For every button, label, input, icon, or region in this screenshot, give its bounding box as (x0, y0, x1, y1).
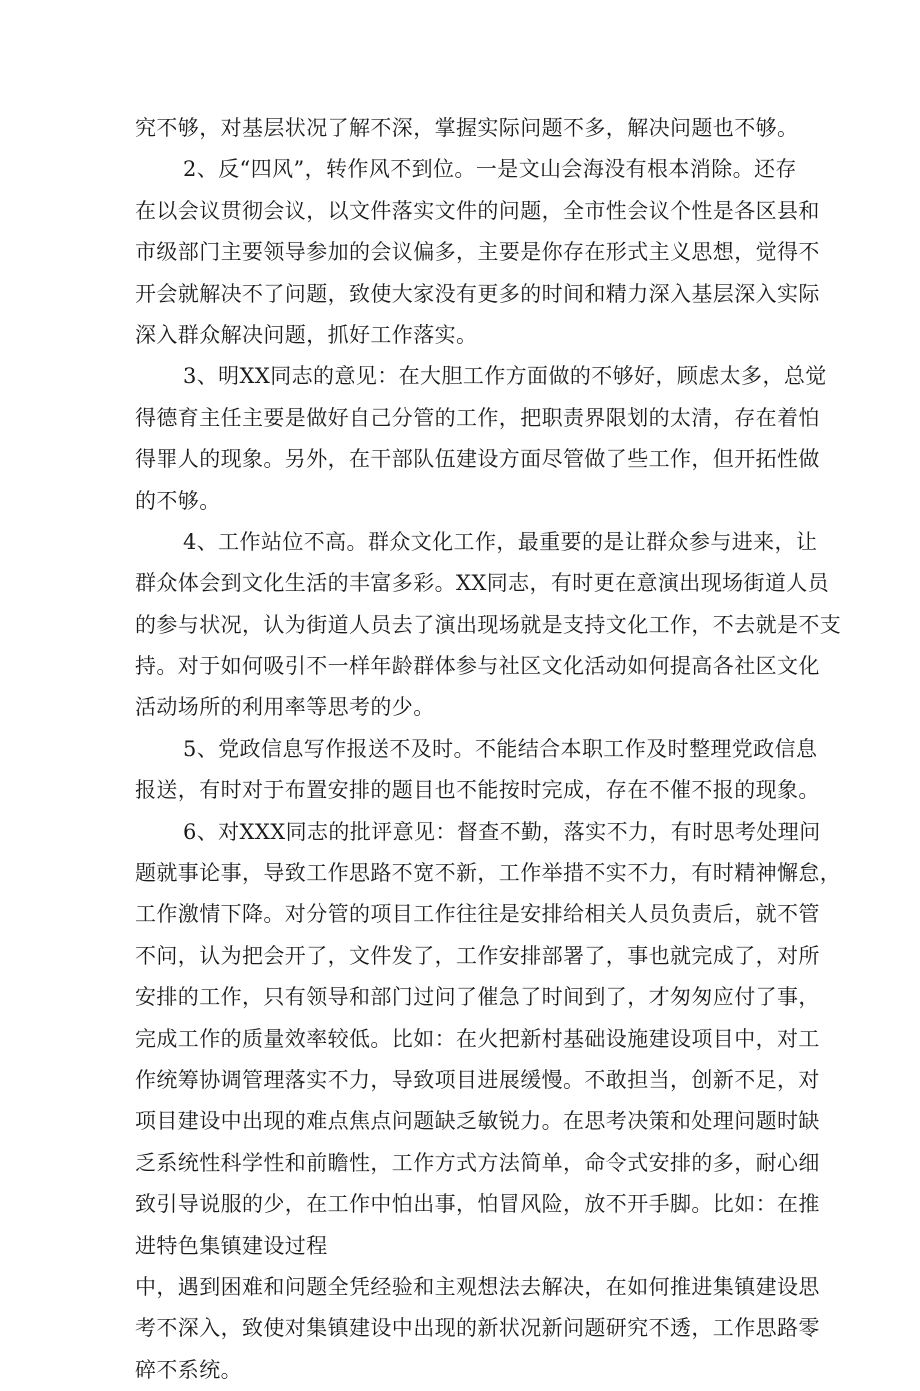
text-line: 得德育主任主要是做好自己分管的工作，把职责界限划的太清，存在着怕 (135, 405, 820, 430)
text-line: 题就事论事，导致工作思路不宽不新，工作举措不实不力，有时精神懈怠， (135, 861, 842, 886)
text-line: 作统筹协调管理落实不力，导致项目进展缓慢。不敢担当，创新不足，对 (135, 1067, 820, 1092)
text-line: 进特色集镇建设过程 (135, 1233, 328, 1258)
text-line: 致引导说服的少，在工作中怕出事，怕冒风险，放不开手脚。比如：在推 (135, 1192, 820, 1217)
text-line: 完成工作的质量效率较低。比如：在火把新村基础设施建设项目中，对工 (135, 1026, 820, 1051)
text-line: 在以会议贯彻会议，以文件落实文件的问题，全市性会议个性是各区县和 (135, 198, 820, 223)
text-line: 不问，认为把会开了，文件发了，工作安排部署了，事也就完成了，对所 (135, 943, 820, 968)
paragraph-4-start: 4、工作站位不高。群众文化工作，最重要的是让群众参与进来，让 (183, 529, 818, 554)
text-line: 中，遇到困难和问题全凭经验和主观想法去解决，在如何推进集镇建设思 (135, 1274, 820, 1299)
paragraph-2-start: 2、反“四风”，转作风不到位。一是文山会海没有根本消除。还存 (183, 157, 797, 182)
paragraph-6-start: 6、对XXX同志的批评意见：督查不勤，落实不力，有时思考处理问 (183, 819, 821, 844)
document-body (135, 108, 842, 1391)
paragraph-5-start: 5、党政信息写作报送不及时。不能结合本职工作及时整理党政信息 (183, 736, 818, 761)
text-line: 工作激情下降。对分管的项目工作往往是安排给相关人员负责后，就不管 (135, 902, 820, 927)
paragraph-3-start: 3、明XX同志的意见：在大胆工作方面做的不够好，顾虑太多，总觉 (183, 364, 827, 389)
text-line: 市级部门主要领导参加的会议偏多，主要是你存在形式主义思想，觉得不 (135, 240, 820, 265)
text-line: 的参与状况，认为街道人员去了演出现场就是支持文化工作，不去就是不支 (135, 612, 842, 637)
text-line: 的不够。 (135, 488, 221, 513)
text-line: 安排的工作，只有领导和部门过问了催急了时间到了，才匆匆应付了事， (135, 985, 820, 1010)
text-line: 活动场所的利用率等思考的少。 (135, 695, 435, 720)
text-line: 深入群众解决问题，抓好工作落实。 (135, 322, 478, 347)
text-line: 群众体会到文化生活的丰富多彩。XX同志，有时更在意演出现场街道人员 (135, 571, 830, 596)
text-line: 得罪人的现象。另外，在干部队伍建设方面尽管做了些工作，但开拓性做 (135, 447, 820, 472)
text-line: 报送，有时对于布置安排的题目也不能按时完成，存在不催不报的现象。 (135, 778, 820, 803)
text-line: 持。对于如何吸引不一样年龄群体参与社区文化活动如何提高各社区文化 (135, 654, 820, 679)
text-line: 碎不系统。 (135, 1357, 242, 1382)
text-line: 项目建设中出现的难点焦点问题缺乏敏锐力。在思考决策和处理问题时缺 (135, 1109, 820, 1134)
text-line: 究不够，对基层状况了解不深，掌握实际问题不多，解决问题也不够。 (135, 116, 799, 140)
text-line: 开会就解决不了问题，致使大家没有更多的时间和精力深入基层深入实际 (135, 281, 820, 306)
text-line: 考不深入，致使对集镇建设中出现的新状况新问题研究不透，工作思路零 (135, 1316, 820, 1341)
text-line: 乏系统性科学性和前瞻性，工作方式方法简单，命令式安排的多，耐心细 (135, 1150, 820, 1175)
